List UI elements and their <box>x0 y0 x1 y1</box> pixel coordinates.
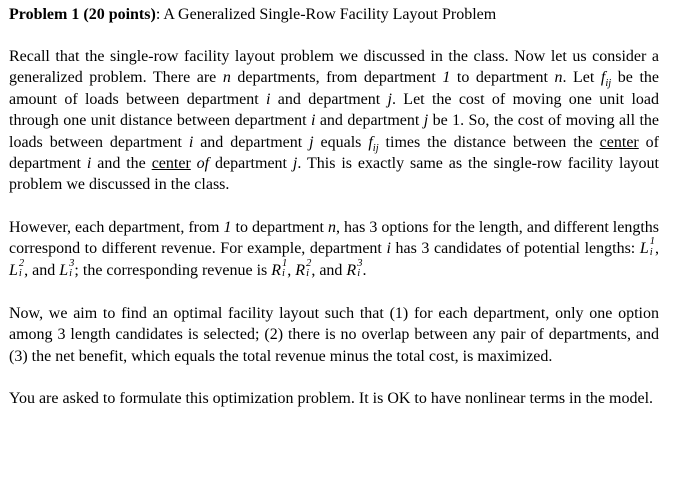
sub-sup <box>19 259 24 280</box>
var-j: j <box>292 155 298 173</box>
text: , and <box>24 262 60 280</box>
italic-of: of <box>196 155 210 173</box>
sub: i <box>357 268 361 280</box>
text: department <box>209 155 293 173</box>
text: of department <box>9 133 660 173</box>
var-n: n <box>554 69 563 87</box>
text: , and <box>311 262 347 280</box>
var-i: i <box>86 155 92 173</box>
paragraph-options <box>9 217 659 282</box>
text: . <box>362 262 367 280</box>
sub: i <box>649 246 653 258</box>
text: departments, from department <box>230 69 443 87</box>
paragraph-task: You are asked to formulate this optimization problem. It is OK to have nonlinear terms in the model. <box>9 390 654 408</box>
var-R2i <box>295 257 312 280</box>
var-i: i <box>310 112 316 130</box>
sub-sup <box>306 259 311 280</box>
var-n: n <box>222 69 231 87</box>
sup: 3 <box>357 257 363 269</box>
var-L: L <box>59 262 69 280</box>
sup: 1 <box>282 257 288 269</box>
var-f: f <box>368 133 373 151</box>
text: and department <box>315 112 424 130</box>
var-L3i <box>59 257 75 280</box>
sub: i <box>18 268 22 280</box>
var-n: n <box>328 218 336 236</box>
var-L: L <box>9 262 18 280</box>
var-j: j <box>423 112 429 130</box>
sup: 3 <box>69 257 75 269</box>
underlined-center: center <box>151 155 191 173</box>
var-L2i <box>9 257 25 280</box>
var-R: R <box>271 262 282 280</box>
text: , has 3 options for the length, and different lengths correspond to different revenue. For example, department <box>9 218 660 258</box>
problem-title-label: Problem 1 (20 points) <box>9 6 156 23</box>
text: . Let the cost of moving one unit load through one unit distance between department <box>9 90 659 130</box>
text: and the <box>91 155 152 173</box>
var-i: i <box>188 133 194 151</box>
var-i: i <box>386 240 391 258</box>
sub-sup <box>69 259 74 280</box>
var-i: i <box>266 90 271 108</box>
text: ; the corresponding revenue is <box>74 262 272 280</box>
text: be the amount of loads between department <box>9 69 659 108</box>
sub: i <box>306 268 309 280</box>
text: be 1. So, the cost of moving all the loads between department <box>9 112 660 151</box>
sub-ij: ij <box>605 78 612 90</box>
text: equals <box>313 133 369 151</box>
sub: i <box>282 268 285 280</box>
var-R3i <box>346 257 363 280</box>
underlined-center: center <box>599 133 639 151</box>
text: . This is exactly same as the single-row facility layout problem we discussed in the class. <box>9 155 659 194</box>
sub-sup <box>357 259 362 280</box>
text: has 3 candidates of potential lengths: <box>390 240 640 258</box>
var-L1i <box>639 236 656 258</box>
text: , <box>287 262 292 280</box>
sub-sup <box>282 259 287 280</box>
var-R: R <box>346 262 357 280</box>
var-R: R <box>295 262 306 280</box>
text: to department <box>231 218 328 236</box>
paragraph-intro <box>9 46 659 196</box>
text: times the distance between the <box>378 133 600 151</box>
var-R1i <box>271 257 288 280</box>
sup: 2 <box>18 257 25 269</box>
text: , <box>655 240 660 258</box>
num-1: 1 <box>223 218 232 236</box>
text: and department <box>193 133 310 151</box>
sup: 2 <box>306 257 312 269</box>
var-j: j <box>387 90 392 108</box>
sup: 1 <box>649 236 656 248</box>
text: However, each department, from <box>9 218 224 236</box>
sub-ij: ij <box>372 142 379 154</box>
var-f: f <box>600 69 606 87</box>
sub-sup <box>650 237 655 258</box>
text: Recall that the single-row facility layout problem we discussed in the class. Now let us consider a generalized problem. There are <box>9 48 659 87</box>
var-fij <box>600 69 612 90</box>
var-L: L <box>639 240 649 258</box>
problem-title <box>9 4 659 25</box>
text: and department <box>270 90 388 108</box>
var-j: j <box>309 133 314 151</box>
problem-title-text: : A Generalized Single-Row Facility Layout Problem <box>155 6 497 23</box>
text: to department <box>450 69 555 87</box>
paragraph-objective: Now, we aim to find an optimal facility layout such that (1) for each department, only one option among 3 length candidates is selected; (2) there is no overlap between any pair of departments, and (3) the net benefit, which equals the total revenue minus the total cost, is maximized. <box>9 304 659 365</box>
num-1: 1 <box>442 69 451 87</box>
var-fij <box>368 133 379 154</box>
sub: i <box>69 268 73 280</box>
text: . Let <box>562 69 601 87</box>
